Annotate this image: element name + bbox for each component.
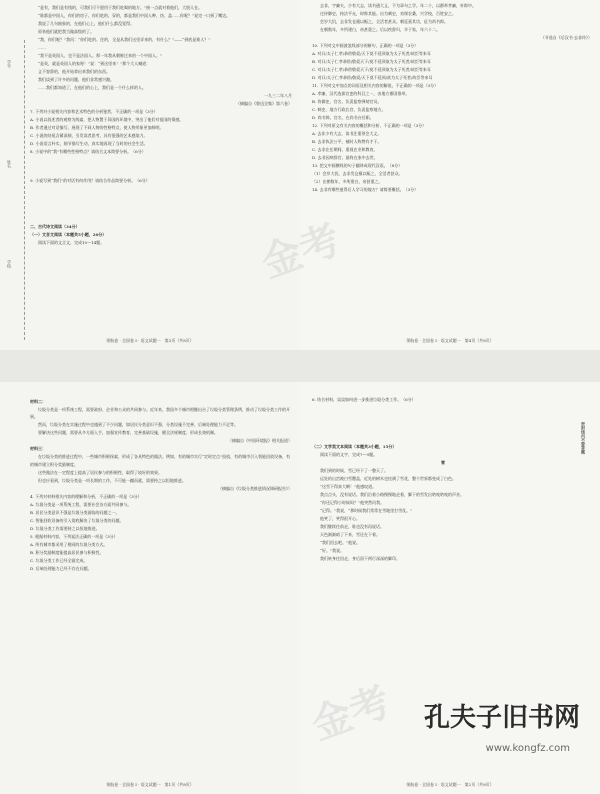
option: C. 垃圾分类工作已经全面完成。 [30, 557, 88, 563]
option: B. 去非执法公平，被时人称赞有才干。 [312, 139, 382, 144]
source: （节选自《后汉书·去非传》） [540, 35, 592, 40]
paragraph: “好。”我说。 [320, 548, 345, 554]
question: 4. 下列对材料相关内容的理解和分析，不正确的一项是（3分） [30, 493, 142, 499]
paragraph: 我们继续往前走，谁也没有再说话。 [320, 524, 384, 530]
paragraph: 在垃圾分类的推进过程中，一些城市积极探索，形成了各具特色的做法。例如，有的城市实行“定时定点”投放，有的城市引入智能回收设备，有的城市建立积分奖励制度。 [30, 454, 291, 467]
question: 8. 小说中的“我”有哪些性格特点？请结合文本简要分析。（6分） [30, 149, 146, 154]
brand-logo: 孔夫子旧书网 [423, 703, 580, 733]
paragraph: 垃圾分类是一项系统工程，需要政府、企业和公众的共同参与。近年来，我国多个城市相继出台了垃圾分类管理条例，推动了垃圾分类工作的开展。 [30, 407, 290, 420]
binding-margin-right: 密封线内不要答题 [581, 422, 586, 454]
paragraph: 但也应看到，垃圾分类是一项长期的工作，不可能一蹴而就，需要持之以恒地推进。 [38, 477, 186, 483]
paragraph: 这些做法在一定程度上提高了居民参与的积极性，取得了较好的效果。 [38, 469, 162, 475]
paragraph: 原来他们就把我当做高级的了。 [38, 29, 94, 34]
watermark: 金考 [305, 677, 397, 750]
paragraph: “我们回去吧。”他说。 [320, 540, 361, 546]
page-gap [0, 350, 600, 382]
paragraph: 天色渐渐暗了下来，雪还在下着。 [320, 532, 380, 538]
page-top-left [0, 0, 300, 350]
option: D. 小说语言朴实，细节描写生动，真实地再现了当时的社会生活。 [30, 141, 148, 146]
question: 6. 结合材料，谈谈如何进一步推进垃圾分类工作。（6分） [312, 397, 416, 402]
paragraph: 迁侍御史，持法平允，时称其能。出为刺史，劝课农桑，兴学校，百姓安之。 [320, 11, 456, 16]
page-footer: 领航卷 · 全国卷 Ⅰ · 语文试题一 第2页（共8页） [406, 782, 494, 787]
option: D. 垃圾分类工作需要持之以恒地推进。 [30, 525, 100, 531]
option: A. 对曰/太子仁孝/恭俭敬爱/天下莫不延颈欲为太子死者/故臣等来耳 [312, 51, 431, 56]
option: B. 作者通过对话描写，展现了不同人物的性格特点，使人物形象更加鲜明。 [30, 125, 164, 130]
sub-intro: 阅读下面的文言文，完成10～14题。 [38, 239, 105, 245]
section-title: 二、古代诗文阅读（34分） [30, 223, 80, 229]
paragraph: …… [38, 45, 46, 50]
paragraph: 我们到的时候，雪已经下了一整天了。 [320, 468, 388, 474]
paragraph: 要解决这些问题，需要从多方面入手，加强宣传教育，完善基础设施，健全法规制度，形成长效机制。 [38, 430, 218, 436]
option: A. 去非少有大志，读书注重领会大义。 [312, 131, 382, 136]
section-title: （二）文学类文本阅读（本题共3小题，15分） [312, 444, 397, 450]
paragraph: 义不容辞的，他开始拿出来我们的东西。 [38, 69, 110, 74]
paragraph: 在朝数年，多所建白，帝甚重之。后以疾辞归，卒于家，年六十二。 [320, 27, 440, 32]
question: 14. 去非有哪些值得后人学习的地方？请简要概括。（3分） [312, 187, 419, 192]
option: D. 对曰/太子仁孝恭俭/敬爱/天下莫不延颈/欲为太子死者/故臣等来耳 [312, 75, 433, 80]
option: A. 小说以叙述者的观察为线索，把人物置于异国的环境中，突出了他们对祖国的情感。 [30, 117, 184, 122]
option: A. 所有城市都采用了相同的垃圾分类方式。 [30, 541, 108, 547]
option: C. 智能回收设备的引入彻底解决了垃圾分类的问题。 [30, 517, 124, 523]
story-title: 雪 [441, 460, 445, 466]
option: D. 后端处理能力已经不存在问题。 [30, 565, 92, 571]
sub-intro: 阅读下面的文字，完成7～9题。 [320, 452, 378, 458]
option: C. 刺史，地方行政长官，负责监察地方。 [312, 107, 386, 112]
binding-margin: 学号 姓名 学校 [2, 40, 25, 340]
paragraph: 我说了几句抽象的，在他们心上，他们什么都没觉得。 [38, 21, 134, 26]
paragraph: 远处的山峦被白雪覆盖，近处的树木也挂满了雪花，整个世界都变成了白色。 [320, 476, 456, 482]
question: 7. 下列对小说相关内容和艺术特色的分析鉴赏，不正确的一项是（3分） [30, 109, 158, 114]
paragraph: “是英，就是英国人的家呀！”说：“到这里来！”那个大人喊道： [38, 61, 151, 66]
option: D. 尚书郎，官名，在尚书台任职。 [312, 115, 374, 120]
source: （摘编自《中国环境报》相关报道） [228, 438, 292, 444]
paragraph: “记得。”我说，“那时候我们常常在雪地里打雪仗。” [320, 508, 413, 514]
paragraph: “你还记得小时候吗？”他突然问我。 [320, 500, 385, 506]
date: 一九三二年八月 [264, 93, 292, 98]
paragraph: ……我们都知道了，在他们的心上，我们是一个什么样的人。 [38, 85, 146, 90]
text-column [30, 4, 292, 247]
paragraph: 会岁大饥，去非发仓廪以赈之，全活者甚众。朝廷嘉其功，征为尚书郎。 [320, 19, 448, 24]
paragraph: 然而，垃圾分类在实施过程中也遇到了不少问题，如居民分类意识不强、分类设施不完善、后端处理能力不足等。 [38, 422, 238, 428]
paragraph: “这雪下得真大啊！”他感叹道。 [320, 484, 377, 490]
text-column [312, 396, 574, 563]
paragraph: 我点点头，没有说话。我们沿着小路慢慢地走着，脚下的雪发出咯吱咯吱的声音。 [320, 492, 464, 498]
question: 13. 把文中画横线的句子翻译成现代汉语。（8分） [312, 163, 403, 168]
question: 11. 下列对文中加点的词语及相关内容的解说，不正确的一项是（3分） [312, 83, 439, 88]
question: 12. 下列对原文有关内容的概括和分析，不正确的一项是（3分） [312, 123, 427, 128]
text-column [312, 2, 592, 194]
option: C. 小说的结尾含蓄深刻，引发读者思考，具有很强的艺术感染力。 [30, 133, 148, 138]
option: B. 居民分类意识不强是垃圾分类面临的问题之一。 [30, 509, 120, 515]
watermark: 金考 [255, 215, 347, 288]
option: B. 侍御史，官名，负责监察弹劾官员。 [312, 99, 382, 104]
paragraph: “是有，我们是有钱的，可我们可不愿用于我们吃喝的地方。”接一点就对着他们，大胆人在。 [38, 5, 203, 10]
paragraph: 去非，字廉夫，少有大志，读书通大义，不为章句之学。年二十，以郡举孝廉，补郎中。 [320, 3, 476, 8]
question: 5. 根据材料内容，下列说法正确的一项是（3分） [30, 533, 118, 539]
material-label: 材料二： [30, 399, 46, 404]
option: C. 对曰/太子仁孝/恭俭敬爱天下/莫不延颈欲为太子死者/故臣等来耳 [312, 67, 431, 72]
paragraph: “我，你们呢？”我问：“你们吃的、住的，全是从我们这里弄来的，有什么？”——“到底是谁人？” [38, 37, 211, 42]
source: （摘编自《鲁迅全集》第六卷） [236, 101, 292, 106]
option: A. 垃圾分类是一项系统工程，需要社会各方面共同参与。 [30, 501, 132, 507]
paragraph: 我们转身往回走，身后留下两行深深的脚印。 [320, 556, 400, 562]
sub-question: （1）会岁大饥，去非发仓廪以赈之，全活者甚众。 [312, 171, 403, 176]
option: D. 去非因病辞官，最终在家中去世。 [312, 155, 378, 160]
page-footer: 领航卷 · 全国卷 Ⅰ · 语文试题一 第4页（共8页） [406, 338, 494, 343]
option: C. 去非在任期间，重视农业和教育。 [312, 147, 378, 152]
question: 9. 小说写到“我们”的对话有何作用？请结合作品简要分析。（6分） [30, 178, 150, 184]
brand-site: www.kongfz.com [485, 743, 570, 754]
page-bottom-right [300, 382, 600, 794]
page-footer: 领航卷 · 全国卷 Ⅰ · 语文试题一 第1页（共8页） [106, 782, 194, 787]
option: B. 对曰/太子仁孝恭俭/敬爱天下/莫不延颈欲为太子死者/故臣等来耳 [312, 59, 431, 64]
text-column [30, 398, 292, 573]
option: B. 积分奖励制度能提高居民参与积极性。 [30, 549, 104, 555]
source: （摘编自《垃圾分类推进情况调研报告》） [218, 485, 292, 491]
paragraph: “谁都是中国人，你们的房子、你们吃的、穿的，都是我们中国人种、纺、盖……你呢？”说完一口到了嘴边。 [38, 13, 231, 18]
paragraph: 他笑了，笑得很开心。 [320, 516, 360, 522]
sub-title: （一）文言文阅读（本题共5小题，20分） [30, 231, 107, 237]
question: 10. 下列对文中画波浪线部分的断句，正确的一项是（3分） [312, 43, 419, 48]
page-bottom-left [0, 382, 300, 794]
option: A. 孝廉，汉代选拔官吏的科目之一，由地方郡国推举。 [312, 91, 410, 96]
paragraph: “我不是英国人，也不是法国人。那一年我从朝鲜过来的一个中国人。” [38, 53, 163, 58]
material-label: 材料三： [30, 446, 46, 452]
sub-question: （2）在朝数年，多所建白，帝甚重之。 [312, 179, 383, 184]
paragraph: 我们谈到了许多的问题，他们非常感兴趣。 [38, 77, 114, 82]
page-footer: 领航卷 · 全国卷 Ⅰ · 语文试题一 第3页（共8页） [106, 338, 194, 343]
